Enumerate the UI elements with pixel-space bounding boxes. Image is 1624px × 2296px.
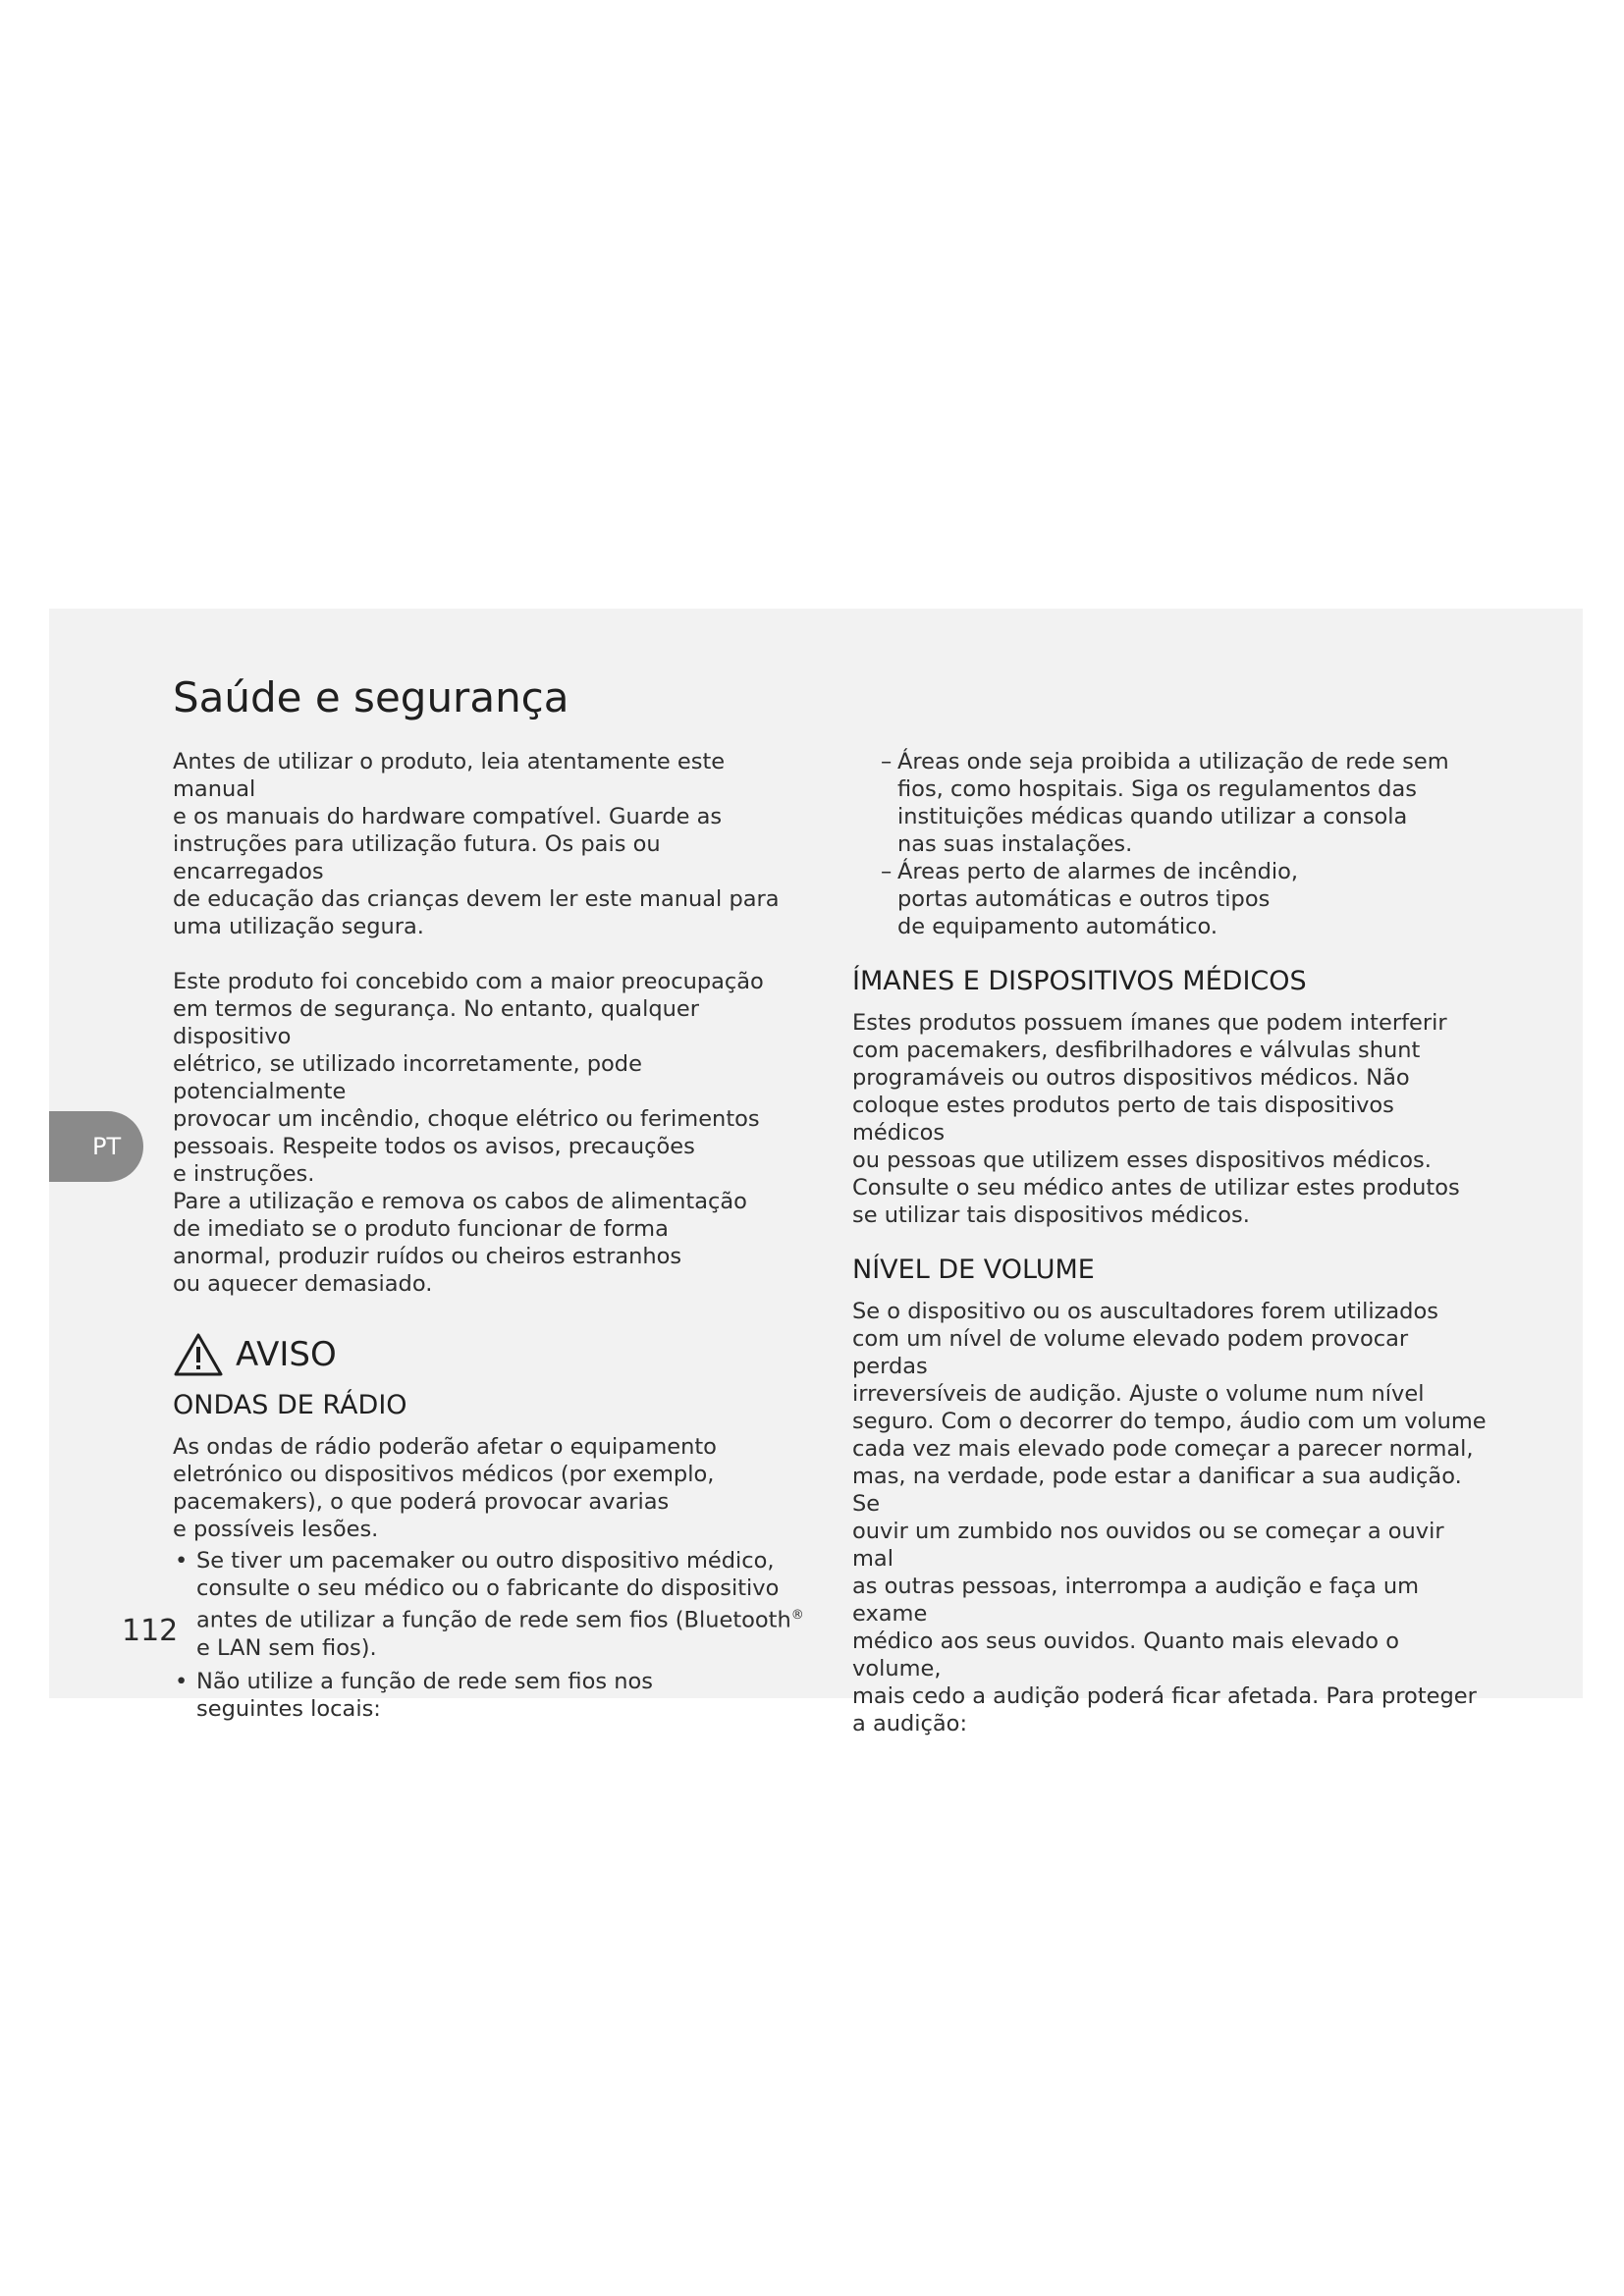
magnets-heading: ÍMANES E DISPOSITIVOS MÉDICOS: [852, 966, 1307, 996]
page-title: Saúde e segurança: [173, 673, 569, 721]
safety-paragraph: Este produto foi concebido com a maior preocupação em termos de segurança. No entanto, qualquer dispositivo elétrico, se utilizado incorretamente, pode potencialmente provocar um incêndio, choque elétrico ou ferimentos pessoais. Respeite todos os avisos, precauções e instruções.: [173, 969, 764, 1187]
right-column: [852, 748, 1490, 1737]
radio-bullet-list: [173, 1547, 811, 1723]
page-number: 112: [122, 1614, 179, 1648]
stop-use-paragraph: Pare a utilização e remova os cabos de alimentação de imediato se o produto funcionar de forma anormal, produzir ruídos ou cheiros estranhos ou aquecer demasiado.: [173, 1189, 747, 1297]
radio-waves-heading: ONDAS DE RÁDIO: [173, 1390, 407, 1420]
registered-mark: ®: [790, 1608, 804, 1623]
bullet-text-part-1: Se tiver um pacemaker ou outro dispositivo médico, consulte o seu médico ou o fabricante do dispositivo antes de utilizar a função de rede sem fios (Bluetooth: [196, 1548, 791, 1633]
language-tab: PT: [49, 1111, 143, 1182]
warning-title: AVISO: [236, 1335, 337, 1374]
bullet-text-part-2: e LAN sem fios).: [196, 1634, 377, 1661]
list-item: • Não utilize a função de rede sem fios nos seguintes locais:: [173, 1668, 811, 1723]
list-item: – Áreas perto de alarmes de incêndio, portas automáticas e outros tipos de equipamento automático.: [897, 858, 1490, 940]
warning-triangle-icon: [173, 1332, 224, 1377]
magnets-text: Estes produtos possuem ímanes que podem interferir com pacemakers, desfibrilhadores e válvulas shunt programáveis ou outros dispositivos médicos. Não coloque estes produtos perto de tais dispositivos médicos ou pessoas que utilizem esses dispositivos médicos. Consulte o seu médico antes de utilizar estes produtos se utilizar tais dispositivos médicos.: [852, 1010, 1460, 1228]
warning-header: [173, 1329, 811, 1380]
left-column: [173, 748, 811, 1729]
list-item: – Áreas onde seja proibida a utilização de rede sem fios, como hospitais. Siga os regulamentos das instituições médicas quando utilizar a consola nas suas instalações.: [897, 748, 1490, 858]
restricted-locations-list: [852, 748, 1490, 940]
volume-heading: NÍVEL DE VOLUME: [852, 1255, 1095, 1285]
list-item: [173, 1547, 811, 1662]
radio-waves-text: As ondas de rádio poderão afetar o equipamento eletrónico ou dispositivos médicos (por exemplo, pacemakers), o que poderá provocar avarias e possíveis lesões.: [173, 1434, 717, 1542]
volume-text: Se o dispositivo ou os auscultadores forem utilizados com um nível de volume elevado podem provocar perdas irreversíveis de audição. Ajuste o volume num nível seguro. Com o decorrer do tempo, áudio com um volume cada vez mais elevado pode começar a parecer normal, mas, na verdade, pode estar a danificar a sua audição. Se ouvir um zumbido nos ouvidos ou se começar a ouvir mal as outras pessoas, interrompa a audição e faça um exame médico aos seus ouvidos. Quanto mais elevado o volume, mais cedo a audição poderá ficar afetada. Para proteger a audição:: [852, 1299, 1487, 1736]
intro-paragraph: Antes de utilizar o produto, leia atentamente este manual e os manuais do hardware compatível. Guarde as instruções para utilização futura. Os pais ou encarregados de educação das crianças devem ler este manual para uma utilização segura.: [173, 749, 780, 939]
